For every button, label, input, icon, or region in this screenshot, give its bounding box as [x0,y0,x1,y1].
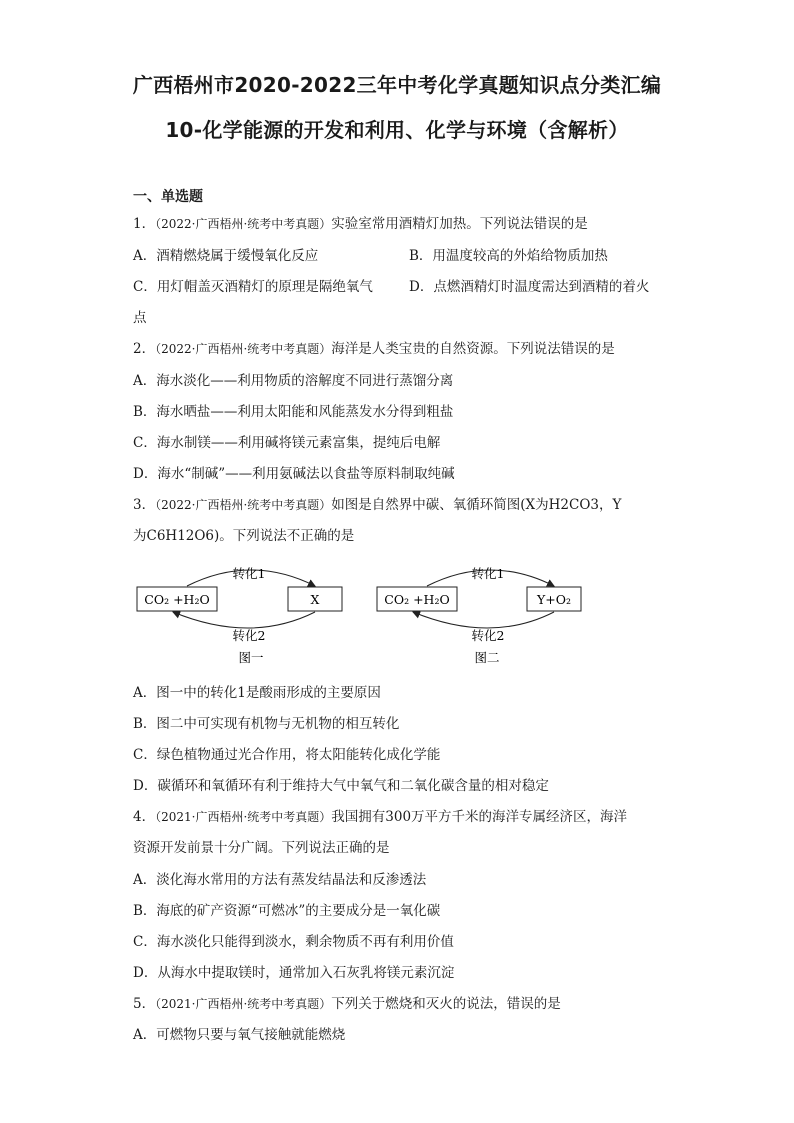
q1-option-d: D．点燃酒精灯时温度需达到酒精的着火 [409,279,650,295]
q4-option-a: A．淡化海水常用的方法有蒸发结晶法和反渗透法 [133,872,427,888]
question-number: 5． [133,996,156,1012]
q2-option-a: A．海水淡化——利用物质的溶解度不同进行蒸馏分离 [133,373,454,389]
fig1-caption: 图一 [238,650,264,665]
question-text: 如图是自然界中碳、氧循环简图(X为H2CO3，Y [331,497,622,513]
fig2-right-box-label: Y+O₂ [537,592,571,607]
q3-option-b: B．图二中可实现有机物与无机物的相互转化 [133,716,400,732]
q1-option-c: C．用灯帽盖灭酒精灯的原理是隔绝氧气 [133,279,373,295]
question-5-stem [133,992,561,1012]
question-source: （2021·广西梧州·统考中考真题） [155,997,332,1011]
question-number: 4． [133,809,156,825]
fig2-top-label: 转化1 [471,566,505,581]
q2-option-d: D．海水“制碱”——利用氨碱法以食盐等原料制取纯碱 [133,466,455,482]
fig2-bottom-label: 转化2 [471,628,505,643]
question-2-stem [133,337,615,357]
question-number: 2． [133,341,156,357]
q3-option-d: D．碳循环和氧循环有利于维持大气中氧气和二氧化碳含量的相对稳定 [133,778,549,794]
question-3-stem [133,493,621,513]
question-4-stem [133,805,627,825]
figure-1 [137,566,342,665]
question-3-stem-continued: 为C6H12O6)。下列说法不正确的是 [133,528,355,544]
q3-option-c: C．绿色植物通过光合作用，将太阳能转化成化学能 [133,747,441,763]
q2-option-b: B．海水晒盐——利用太阳能和风能蒸发水分得到粗盐 [133,404,454,420]
q2-option-c: C．海水制镁——利用碱将镁元素富集，提纯后电解 [133,435,441,451]
document-title-line-1: 广西梧州市2020-2022三年中考化学真题知识点分类汇编 [132,73,662,97]
question-1-stem [133,212,588,232]
fig1-bottom-label: 转化2 [232,628,266,643]
fig1-right-box-label: X [310,592,320,607]
question-text: 实验室常用酒精灯加热。下列说法错误的是 [331,216,588,232]
question-4-stem-continued: 资源开发前景十分广阔。下列说法正确的是 [133,840,390,856]
question-source: （2022·广西梧州·统考中考真题） [155,342,332,356]
fig2-bottom-arrow [413,612,554,628]
fig1-top-label: 转化1 [232,566,266,581]
question-text: 下列关于燃烧和灭火的说法，错误的是 [331,996,561,1012]
fig2-left-box-label: CO₂ +H₂O [384,592,450,607]
q4-option-c: C．海水淡化只能得到淡水，剩余物质不再有利用价值 [133,934,454,950]
carbon-oxygen-cycle-diagram [133,556,593,668]
fig1-left-box-label: CO₂ +H₂O [144,592,210,607]
q3-option-a: A．图一中的转化1是酸雨形成的主要原因 [133,685,381,701]
question-text: 海洋是人类宝贵的自然资源。下列说法错误的是 [331,341,615,357]
question-number: 1． [133,216,156,232]
question-number: 3． [133,497,156,513]
figure-2 [377,566,581,665]
document-title-line-2: 10-化学能源的开发和利用、化学与环境（含解析） [165,118,629,142]
section-heading: 一、单选题 [133,189,203,205]
fig1-bottom-arrow [173,612,315,628]
question-text: 我国拥有300万平方千米的海洋专属经济区，海洋 [331,809,628,825]
q4-option-b: B．海底的矿产资源“可燃冰”的主要成分是一氧化碳 [133,903,441,919]
q4-option-d: D．从海水中提取镁时，通常加入石灰乳将镁元素沉淀 [133,965,455,981]
q5-option-a: A．可燃物只要与氧气接触就能燃烧 [133,1027,346,1043]
question-source: （2022·广西梧州·统考中考真题） [155,498,332,512]
question-source: （2021·广西梧州·统考中考真题） [155,810,332,824]
q1-option-a: A．酒精燃烧属于缓慢氧化反应 [133,248,319,264]
q1-option-b: B．用温度较高的外焰给物质加热 [409,248,608,264]
question-source: （2022·广西梧州·统考中考真题） [155,217,332,231]
q1-option-d-continued: 点 [133,310,147,326]
fig2-caption: 图二 [474,650,500,665]
